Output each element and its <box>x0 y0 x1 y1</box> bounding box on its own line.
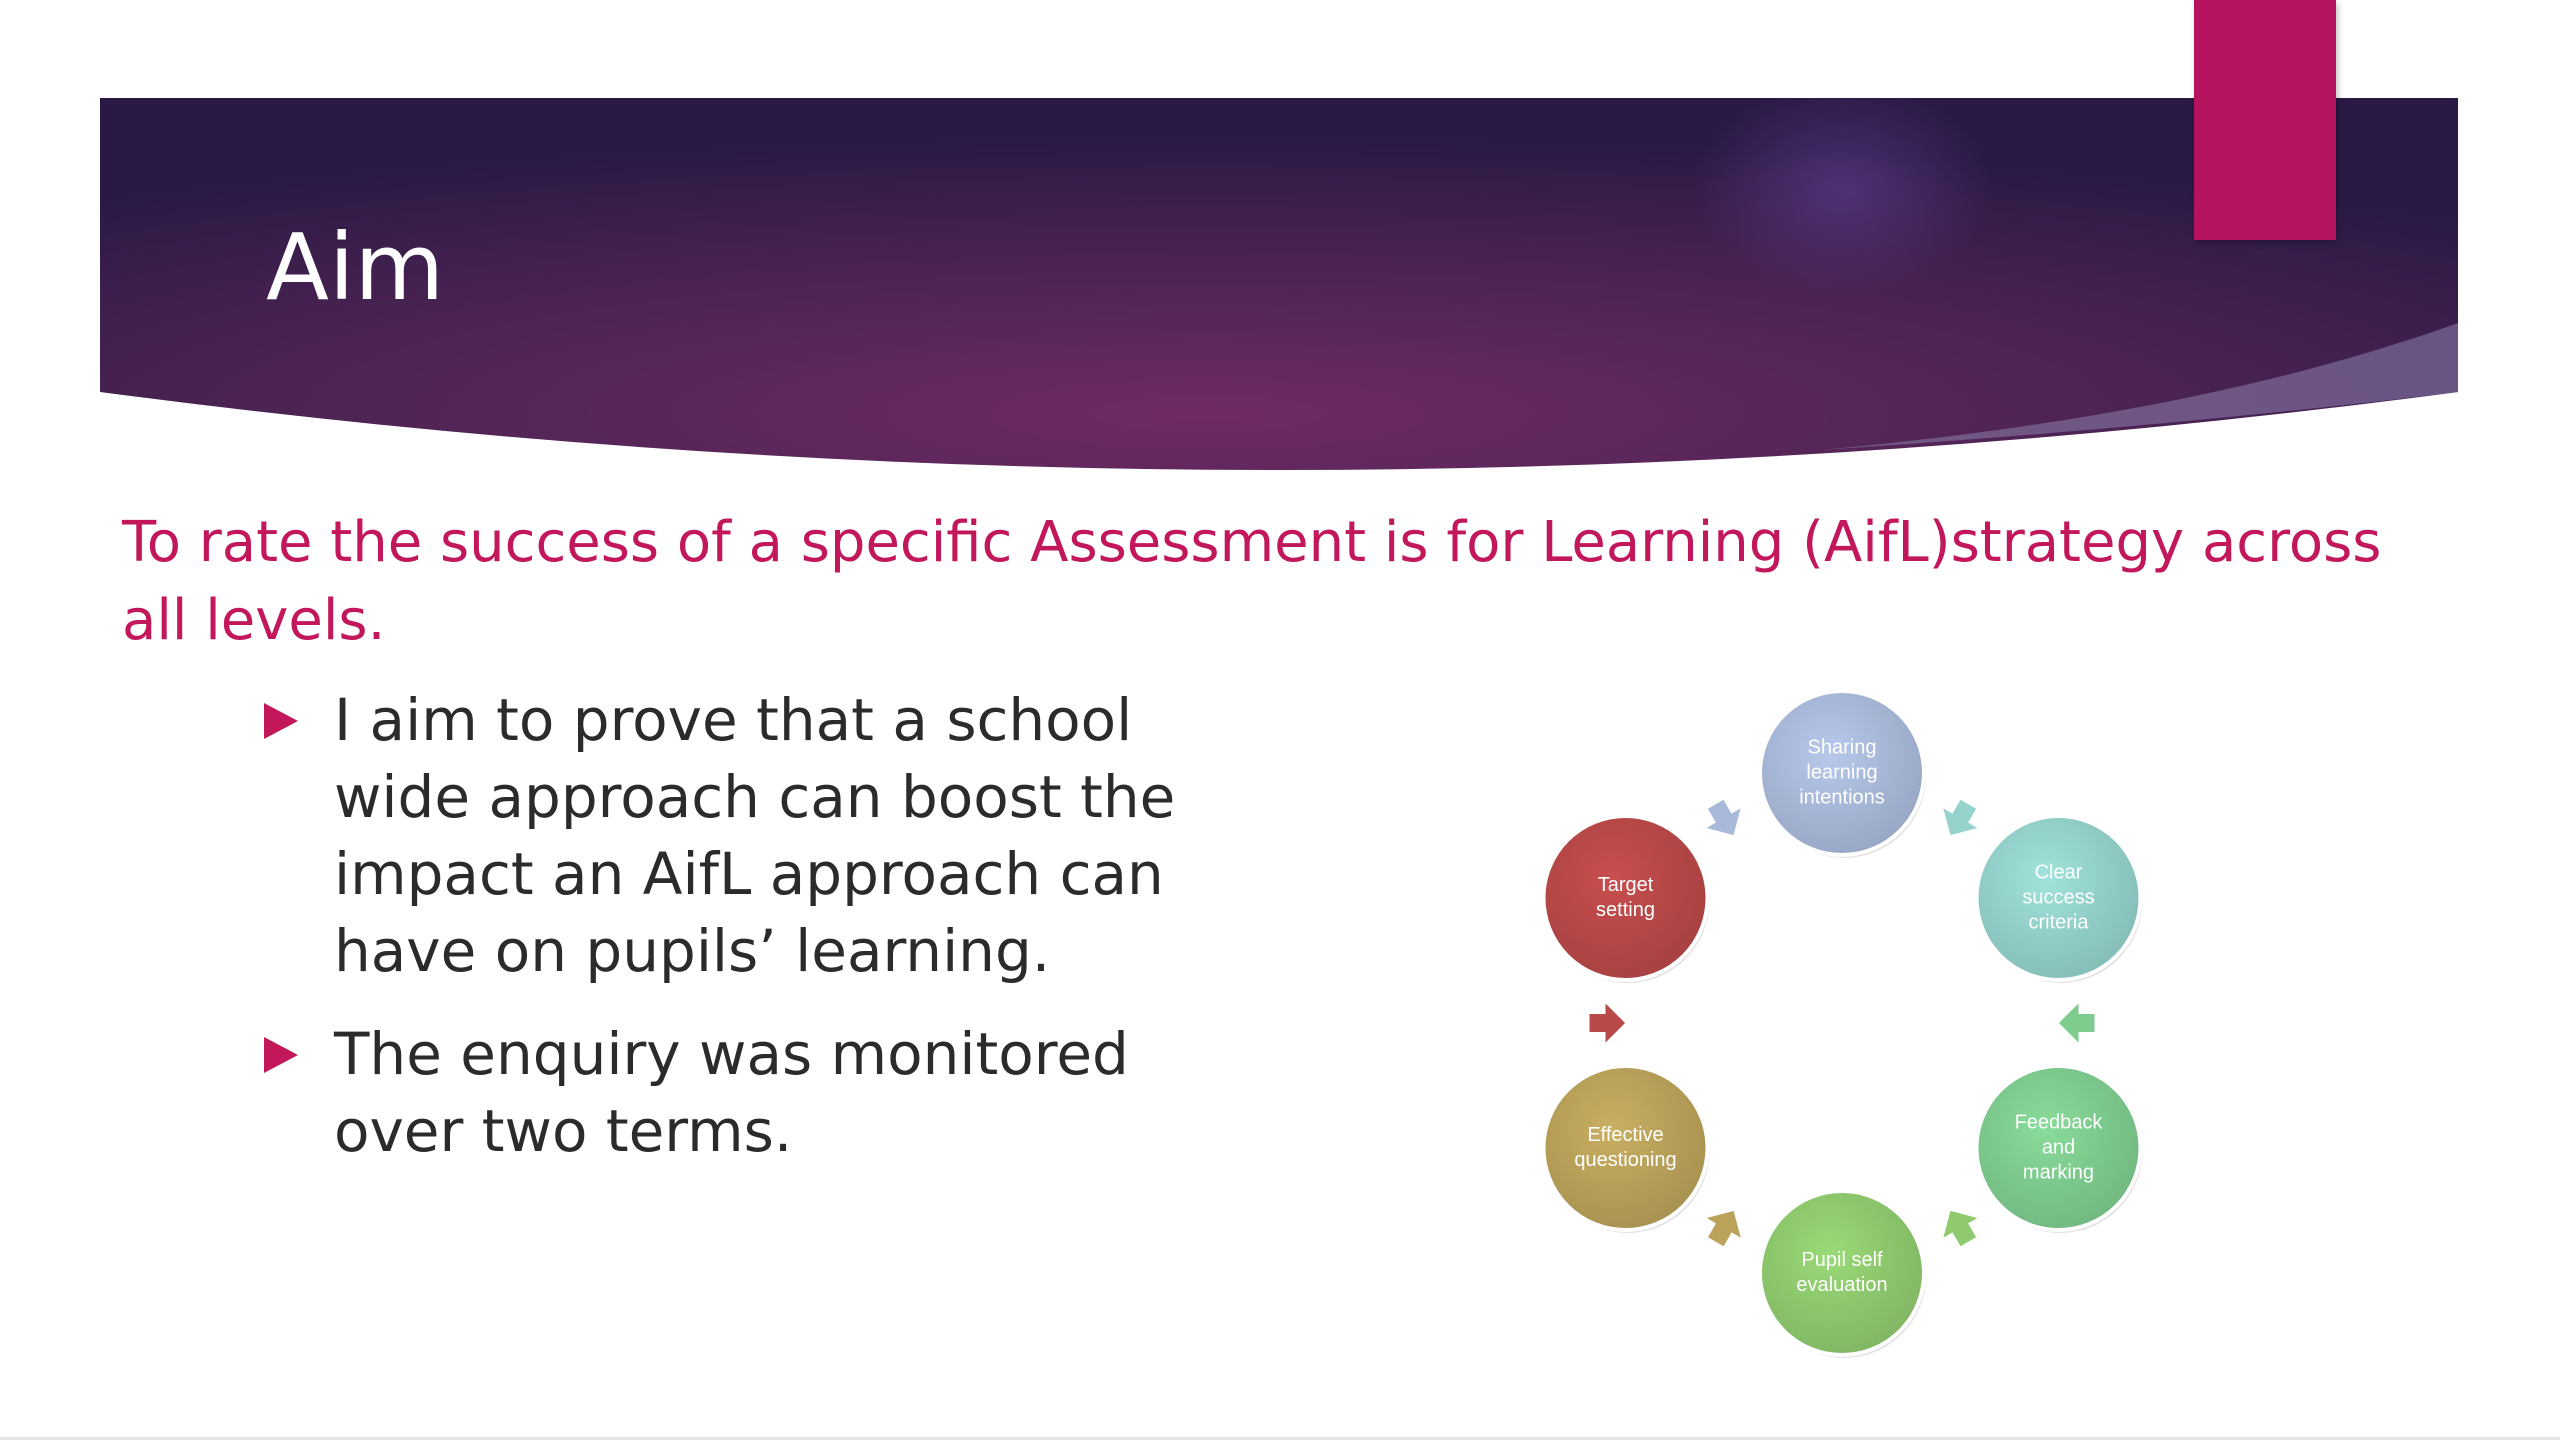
cycle-stage-label: setting <box>1596 898 1655 921</box>
cycle-stage <box>1760 691 1926 858</box>
cycle-stage-label: learning <box>1806 761 1878 784</box>
cycle-stage <box>1544 1066 1710 1233</box>
cycle-stage-label: criteria <box>2028 911 2089 934</box>
cycle-stage-label: questioning <box>1574 1148 1677 1171</box>
cycle-arrow-icon <box>1696 792 1753 847</box>
triangle-right-icon <box>264 703 298 739</box>
cycle-stage-label: success <box>2022 886 2095 909</box>
triangle-right-icon <box>264 1037 298 1073</box>
aim-statement: To rate the success of a specific Assessment is for Learning (AifL)strategy across all levels. <box>122 510 2382 653</box>
cycle-stage <box>1544 816 1710 983</box>
cycle-arrow-icon <box>1589 1001 1627 1045</box>
cycle-arrow-icon <box>1931 1199 1988 1254</box>
bullet-text: The enquiry was monitored over two terms. <box>334 1020 1129 1165</box>
bullet-list <box>262 682 1262 1196</box>
cycle-stage-label: Sharing <box>1807 736 1877 759</box>
cycle-stage-label: Pupil self <box>1801 1248 1883 1271</box>
cycle-arrow-icon <box>1696 1199 1753 1254</box>
accent-tab <box>2194 0 2336 240</box>
cycle-stage-label: Target <box>1597 873 1654 896</box>
cycle-arrow-icon <box>1931 792 1988 847</box>
bullet-item <box>262 1016 1262 1170</box>
cycle-stage-label: Clear <box>2034 861 2083 884</box>
cycle-stage-label: and <box>2041 1136 2076 1159</box>
cycle-stage-label: Feedback <box>2014 1111 2103 1134</box>
cycle-stage <box>1760 1191 1926 1358</box>
cycle-stage <box>1977 816 2143 983</box>
bullet-text: I aim to prove that a school wide approach can boost the impact an AifL approach can have on pupils’ learning. <box>334 686 1176 985</box>
cycle-stage-label: marking <box>2022 1161 2095 1184</box>
cycle-stage-label: intentions <box>1799 786 1885 809</box>
cycle-stage-label: Effective <box>1587 1123 1664 1146</box>
slide-title: Aim <box>266 214 445 321</box>
title-banner <box>100 98 2458 478</box>
bullet-item <box>262 682 1262 990</box>
cycle-stage <box>1977 1066 2143 1233</box>
aifl-cycle-diagram <box>1490 668 2210 1378</box>
cycle-arrow-icon <box>2058 1001 2096 1045</box>
cycle-stage-label: evaluation <box>1796 1273 1888 1296</box>
